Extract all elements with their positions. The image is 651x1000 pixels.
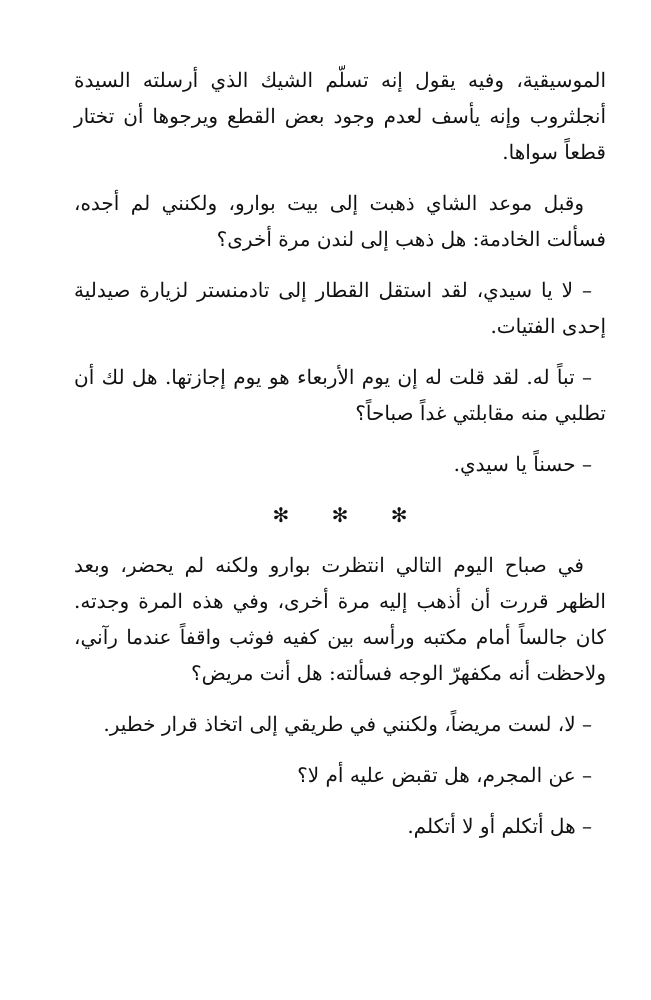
dialogue-line-1: – لا يا سيدي، لقد استقل القطار إلى تادمنستر لزيارة صيدلية إحدى الفتيات.	[74, 278, 606, 338]
paragraph-3: في صباح اليوم التالي انتظرت بوارو ولكنه لم يحضر، وبعد الظهر قررت أن أذهب إليه مرة أخرى، وفي هذه المرة وجدته. كان جالساً أمام مكتبه ورأسه بين كفيه فوثب واقفاً عندما رآني، ولاحظت أنه مكفهرّ الوجه فسألته: هل أنت مريض؟	[74, 553, 607, 685]
paragraph-2: وقبل موعد الشاي ذهبت إلى بيت بوارو، ولكنني لم أجده، فسألت الخادمة: هل ذهب إلى لندن مرة أخرى؟	[74, 191, 606, 251]
paragraph-1: الموسيقية، وفيه يقول إنه تسلّم الشيك الذي أرسلته السيدة أنجلثروب وإنه يأسف لعدم وجود بعض القطع ويرجوها أن تختار قطعاً سواها.	[74, 68, 606, 164]
section-separator: ✻ ✻ ✻	[272, 503, 426, 527]
dialogue-line-5: – عن المجرم، هل تقبض عليه أم لا؟	[297, 763, 592, 787]
book-page	[74, 62, 606, 859]
dialogue-line-2: – تباً له. لقد قلت له إن يوم الأربعاء هو يوم إجازتها. هل لك أن تطلبي منه مقابلتي غداً صباحاً؟	[74, 365, 606, 425]
dialogue-line-3: – حسناً يا سيدي.	[453, 452, 592, 476]
dialogue-line-4: – لا، لست مريضاً، ولكنني في طريقي إلى اتخاذ قرار خطير.	[103, 712, 592, 736]
dialogue-line-6: – هل أتكلم أو لا أتكلم.	[407, 814, 592, 838]
